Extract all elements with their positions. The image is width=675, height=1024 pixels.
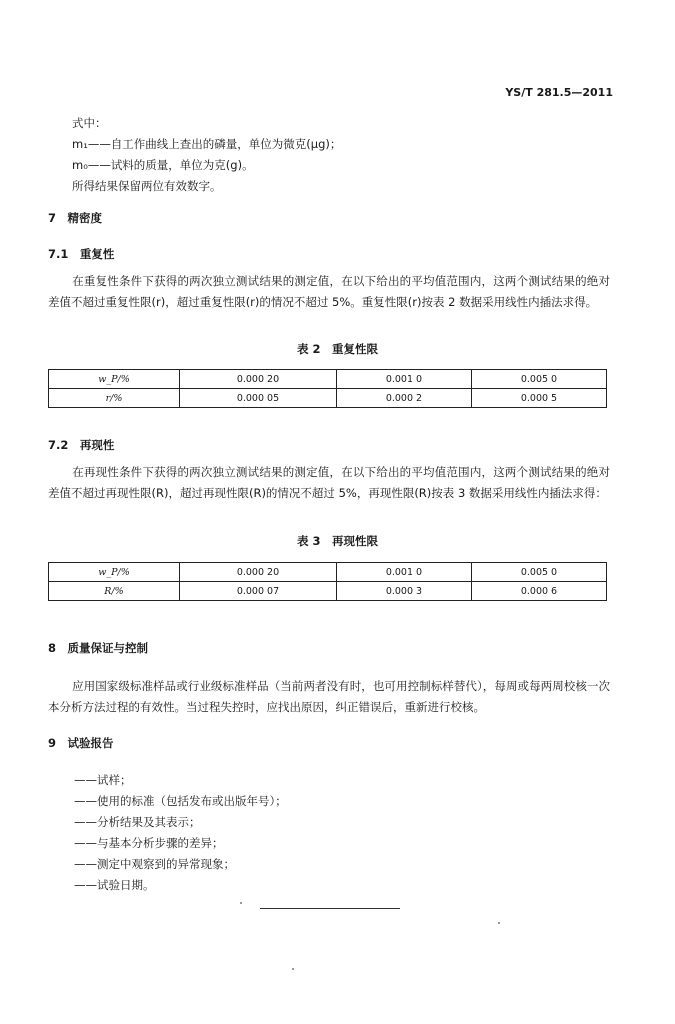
section-8-text: 应用国家级标准样品或行业级标准样品（当前两者没有时，也可用控制标样替代），每周或每两周校核一次本分析方法过程的有效性。当过程失控时，应找出原因，纠正错误后，重新进行校核。: [48, 679, 610, 714]
table-cell: 0.000 2: [336, 389, 471, 408]
table-cell-label: w_P/%: [49, 370, 180, 389]
table-row: [49, 389, 607, 408]
list-item: ——试验日期。: [74, 878, 155, 892]
result-note: 所得结果保留两位有效数字。: [72, 179, 222, 193]
scan-speck: [240, 902, 242, 904]
table-3-caption: 表 3 再现性限: [296, 534, 378, 548]
table-row: [49, 370, 607, 389]
section-8-paragraph: [48, 676, 610, 718]
table-3: [48, 562, 607, 601]
table-cell-label: R/%: [49, 582, 180, 601]
scan-speck: [292, 968, 294, 970]
list-item: ——分析结果及其表示；: [74, 815, 201, 829]
section-7-2-text: 在再现性条件下获得的两次独立测试结果的测定值，在以下给出的平均值范围内，这两个测试结果的绝对差值不超过再现性限(R)，超过再现性限(R)的情况不超过 5%，再现性限(R)按表 3 数据采用线性内插法求得：: [48, 465, 610, 500]
section-7-1-heading: 7.1 重复性: [48, 247, 115, 261]
table-cell: 0.000 20: [180, 370, 337, 389]
list-item: ——测定中观察到的异常现象；: [74, 857, 235, 871]
table-cell-label: r/%: [49, 389, 180, 408]
table-2: [48, 369, 607, 408]
table-row: [49, 563, 607, 582]
section-7-1-paragraph: [48, 271, 610, 313]
section-7-2-heading: 7.2 再现性: [48, 438, 115, 452]
section-9-heading: 9 试验报告: [48, 736, 114, 750]
section-8-heading: 8 质量保证与控制: [48, 641, 149, 655]
table-cell: 0.000 3: [336, 582, 471, 601]
table-row: [49, 582, 607, 601]
section-7-2-paragraph: [48, 462, 610, 504]
list-item: ——试样；: [74, 773, 132, 787]
table-cell: 0.001 0: [336, 370, 471, 389]
table-cell: 0.005 0: [471, 563, 606, 582]
scan-speck: [498, 922, 500, 924]
section-7-1-text: 在重复性条件下获得的两次独立测试结果的测定值，在以下给出的平均值范围内，这两个测试结果的绝对差值不超过重复性限(r)，超过重复性限(r)的情况不超过 5%。重复性限(r)按表 2 数据采用线性内插法求得。: [48, 274, 610, 309]
table-cell: 0.000 6: [471, 582, 606, 601]
table-cell: 0.000 07: [180, 582, 337, 601]
formula-note-m1: m₁——自工作曲线上查出的磷量，单位为微克(μg)；: [72, 137, 342, 151]
formula-note-m0: m₀——试料的质量，单位为克(g)。: [72, 158, 254, 172]
table-cell-label: w_P/%: [49, 563, 180, 582]
table-cell: 0.000 05: [180, 389, 337, 408]
table-cell: 0.001 0: [336, 563, 471, 582]
end-rule: [260, 908, 400, 909]
formula-where: 式中：: [72, 116, 107, 130]
standard-code: YS/T 281.5—2011: [505, 86, 613, 99]
table-2-caption: 表 2 重复性限: [296, 342, 378, 356]
table-cell: 0.000 5: [471, 389, 606, 408]
table-cell: 0.000 20: [180, 563, 337, 582]
list-item: ——使用的标准（包括发布或出版年号）；: [74, 794, 287, 808]
section-7-heading: 7 精密度: [48, 211, 103, 225]
list-item: ——与基本分析步骤的差异；: [74, 836, 224, 850]
table-cell: 0.005 0: [471, 370, 606, 389]
